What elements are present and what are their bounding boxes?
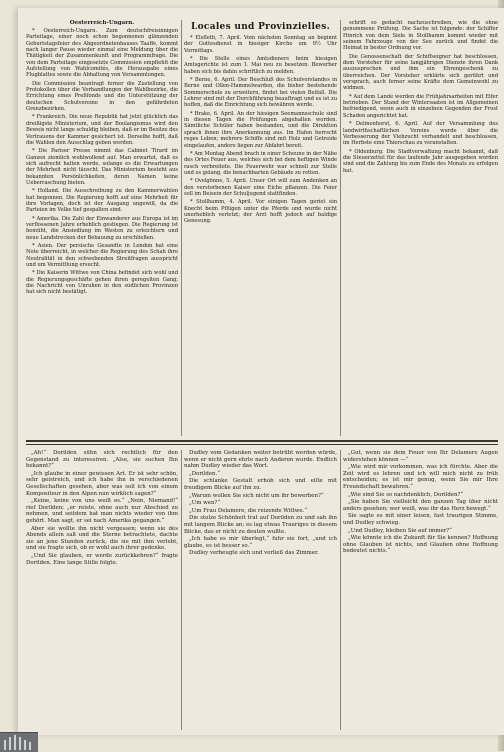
feuilleton-divider-thin xyxy=(26,444,498,445)
paragraph: „Ich glaube in einer gewissen Art. Er ist sehr schön, sehr geistreich, und ich habe ihn in verschiedenen Gesellschaften gesehen, aber was soll ich von einem Kompositeur in den Alpen nun wirklich sagen?“ xyxy=(26,470,178,497)
section-heading: Locales und Provinzielles. xyxy=(190,22,331,32)
paragraph: Die schlanke Gestalt erhob sich und eilte mit freudigem Blicke auf ihn zu. xyxy=(184,478,337,491)
paragraph: „Wie sind Sie so nachdenklich, Dorilden?“ xyxy=(348,491,464,498)
feuilleton-column xyxy=(26,450,178,730)
paragraph: * Asien. Der persische Gesandte in London hat eine Note überreicht, in welcher die Regierung des Schah ihre Neutralität in den schwebenden Streitfragen ausspricht und um Vermittlung ersucht. xyxy=(26,243,178,269)
paragraph: „Wie könnte ich die Zukunft für Sie kennen? Hoffnung ohne Glauben ist nichts, und Glauben ohne Hoffnung bedeutet nichts.“ xyxy=(343,535,498,555)
paragraph: „Um Frau Delamere, die reizende Wittwe.“ xyxy=(189,507,308,514)
paragraph: * Delmenhorst, 6. April. Auf der Versammlung des landwirthschaftlichen Vereins wurde über die Verbesserung der Viehzucht verhandelt und beschlossen, im Herbste eine Thierschau zu veranstalten. xyxy=(343,121,498,147)
paragraph: schrift so gedacht nachzuschreiben, wie die ohne genommene Prüfung. Die Sache ist folgende: der Schiffer Hinrich von dem Siele in Stollhamm kommt wieder mit seinem Fahrzeuge von der See zurück und findet die Heimat in bester Ordnung vor. xyxy=(343,20,498,52)
column-local-news xyxy=(184,20,337,436)
paragraph: * Elsfleth, 7. April. Vom nächsten Sonntag an beginnt der Gottesdienst in hiesiger Kirche um 9½ Uhr Vormittags. xyxy=(184,35,337,54)
feuilleton-column xyxy=(343,450,498,730)
feuilleton-section xyxy=(26,450,498,730)
paragraph: „Ich habe es mir überlegt,“ fuhr sie fort, „und ich glaube, es ist besser so.“ xyxy=(184,536,337,549)
paragraph: „Sie haben Sie vielleicht den ganzen Tag über nicht anders gesehen; wer weiß, was ihr das Herz bewegt.“ xyxy=(343,499,498,512)
paragraph: * Brake, 6. April. An der hiesigen Seemannsschule sind in diesen Tagen die Prüfungen abgehalten worden. Sämtliche Schüler haben bestanden, und die Direktion sprach ihnen ihre Anerkennung aus. Im Hafen herrscht reges Leben; mehrere Schiffe sind mit Holz und Getreide eingelaufen, andere liegen zur Abfahrt bereit. xyxy=(184,110,337,149)
column-text xyxy=(26,28,178,296)
paragraph: * Oesterreich-Ungarn. Zum deutschfreisinnigen Parteitage, einer noch schon begonnenen glänzenden Geburtstagsfeier des Abgeordnetenhauses Taaffe, kommt nach langer Pause wieder einmal eine Meldung über die Thätigkeit der Zusammenkunft und Programmfrage. Die von dem Parteitage eingesetzte Commission empfiehlt die Aufstellung von Wahlcomités, die Herausgabe eines Flugblattes sowie die Abhaltung von Versammlungen. xyxy=(26,28,178,79)
paragraph: * Oldenburg. Die Stadtverwaltung macht bekannt, daß die Steuerzettel für das laufende Jahr ausgegeben worden sind und die Zahlung bis zum Ende des Monats zu erfolgen hat. xyxy=(343,148,498,174)
paragraph: * Die Kaiserin Wittwe von China befindet sich wohl und die Regierungsgeschäfte gehen ihren geregelten Gang; die Nachricht von Unruhen in den südlichen Provinzen hat sich nicht bestätigt. xyxy=(26,270,178,296)
paragraph: Die stolze Schönheit trat auf Dorilden zu und sah ihn mit langem Blicke an; es lag etwas Trauriges in diesem Blicke, das er nicht zu deuten wußte. xyxy=(184,515,337,535)
paragraph: „Und Sie glauben, er werde zurückkehren?“ fragte Dorilden. Eine lange Stille folgte. xyxy=(26,552,178,566)
column-heading: Oesterreich-Ungarn. xyxy=(69,20,135,26)
paragraph: Die Commission beantragt ferner die Zustellung von Protokollen über die Verhandlungen der Wahlbezirke, die Errichtung eines Preßfonds und die Unterstützung der deutschen Schulvereine in den gefährdeten Grenzbezirken. xyxy=(26,80,178,113)
paragraph: * Die Pariser Presse nimmt das Cabinet Tirard im Ganzen ziemlich wohlwollend auf. Man erwartet, daß es sich aufrecht halten werde, solange es die Erwartungen der Mehrheit nicht täuscht. Das Ministerium besteht aus bekannten Persönlichkeiten, deren Namen keine Ueberraschung bieten. xyxy=(26,148,178,186)
paragraph: „Dorilden.“ xyxy=(189,470,220,477)
paragraph: * Berne, 6. April. Der Beschluß des Schulvorstandes in Berne und Ollen-Hammelwarden, die bisher bestehende Sommerschule zu erweitern, findet bei vielen Beifall. Die Lehrer sind mit der Durchführung beauftragt und es ist zu hoffen, daß die Einrichtung sich bewähren werde. xyxy=(184,77,337,109)
paragraph: Aber sie wollte ihn nicht vergessen; wenn sie des Abends allein saß und die Sterne betrachtete, dachte sie an jene Stunden zurück, die sie mit ihm verlebt, und sie fragte sich, ob er wohl auch ihrer gedenke. xyxy=(26,525,178,552)
column-local-news-continued xyxy=(343,20,498,436)
feuilleton-divider xyxy=(26,440,498,442)
paragraph: * Ovelgönne, 5. April. Unser Ort will zum Andenken an den verstorbenen Kaiser eine Eiche pflanzen. Die Feier soll im Beisein der Schuljugend stattfinden. xyxy=(184,178,337,197)
paragraph: Die Genossenschaft der Schiffseigner hat beschlossen, dem Vorsteher für seine langjährigen Dienste ihren Dank auszusprechen und ihm ein Ehrengeschenk zu überreichen. Der Vorsteher erklärte sich gerührt und versprach, auch ferner seine Kräfte dem Gemeinwohl zu widmen. xyxy=(343,53,498,92)
paragraph: „Keine, keine von uns weiß es.“ „Nein, Niemand!“ rief Dorilden; „er reiste, ohne auch nur Abschied zu nehmen, und seitdem hat man nichts wieder von ihm gehört. Man sagt, er sei nach Amerika gegangen.“ xyxy=(26,498,178,524)
paragraph: Dudley vom Gedanken weiter betrübt werden würde, wenn er nicht gern ehrte nach Anderen wurde. Endlich nahm Dudley wieder das Wort. xyxy=(184,450,337,470)
paragraph: * Holland. Die Ausschreibung zu den Kammerwahlen hat begonnen. Die Regierung hofft auf eine Mehrheit für ihre Vorlagen, doch ist der Ausgang ungewiß, da die Parteien im Volke tief gespalten sind. xyxy=(26,188,178,214)
paragraph: „Warum wollen Sie sich nicht um ihr bewerben?“ xyxy=(189,492,324,499)
feuilleton-column xyxy=(184,450,337,730)
library-stamp-icon xyxy=(0,732,38,752)
paragraph: „Gut, wenn sie dem Feuer von Ihr Delamere Augen widerstehen können —“ xyxy=(343,450,498,463)
paragraph: „Und Dudley, bleiben Sie auf immer?“ xyxy=(348,527,452,534)
paragraph: „Um wen?“ xyxy=(189,500,221,507)
paragraph: * Auf dem Lande werden die Frühjahrsarbeiten mit Eifer betrieben. Der Stand der Wintersaaten ist im Allgemeinen befriedigend, wenn auch in einzelnen Gegenden der Frost Schaden angerichtet hat. xyxy=(343,93,498,119)
news-section xyxy=(26,20,498,436)
column-rule xyxy=(181,20,182,436)
paragraph: Dudley verbeugte sich und verließ das Zimmer. xyxy=(189,550,319,557)
column-foreign-news xyxy=(26,20,178,436)
paragraph: * Amerika. Die Zahl der Einwanderer aus Europa ist im verflossenen Jahre erheblich gestiegen. Die Regierung ist bemüht, die Ansiedlung im Westen zu erleichtern und neue Landstrecken der Bebauung zu erschließen. xyxy=(26,215,178,241)
paragraph: „Wie wird mir vorkommen, was ich fürchte. Aber die Zeit wird es lehren und ich will mich nicht zu früh entscheiden; es ist mir genug, wenn Sie mir Ihre Freundschaft bewahren.“ xyxy=(343,464,498,490)
column-rule xyxy=(340,20,341,436)
paragraph: Sie sagte es mit einer leisen, fast traurigen Stimme, und Dudley schwieg. xyxy=(343,513,498,526)
column-rule xyxy=(340,450,341,730)
newspaper-page xyxy=(18,8,504,735)
paragraph: * Am Montag Abend brach in einer Scheune in der Nähe des Ortes Feuer aus, welches sich bei dem heftigen Winde rasch verbreitete. Die Feuerwehr war schnell zur Stelle und es gelang, die benachbarten Gebäude zu retten. xyxy=(184,150,337,176)
paragraph: * Stollhamm, 4. April. Vor einigen Tagen geriet ein Knecht beim Pflügen unter die Pferde und wurde nicht unerheblich verletzt; der Arzt hofft jedoch auf baldige Genesung. xyxy=(184,199,337,225)
paragraph: „Ah!“ Dorilden sühn sich rechtlich für den Gegenstand zu interessiren. „Also, sie suchen Ihn bekannt?“ xyxy=(26,450,178,470)
column-rule xyxy=(181,450,182,730)
paragraph: * Frankreich. Die neue Republik hat jetzt glücklich das dreißigste Ministerium, und der Boulangismus wird den Beweis nicht lange schuldig bleiben, daß er im Besitze des Vertrauens der Kammer gesichert ist. Derselbe hofft, daß die Wahlen den Ausschlag geben werden. xyxy=(26,114,178,146)
paragraph: * Die Stelle eines Amtsdieners beim hiesigen Amtsgerichte ist zum 1. Mai neu zu besetzen. Bewerber haben sich bis dahin schriftlich zu melden. xyxy=(184,56,337,75)
